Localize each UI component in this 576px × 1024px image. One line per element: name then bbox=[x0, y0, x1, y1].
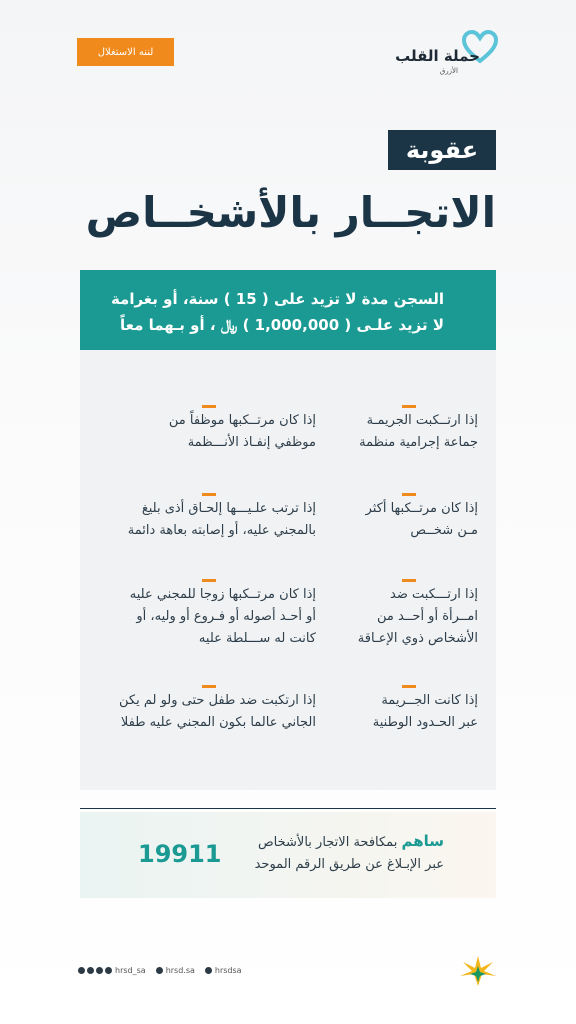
penalty-line-1: السجن مدة لا تزيد على ( 15 ) سنة، أو بغرامة bbox=[110, 290, 444, 308]
condition-line: إذا كان مرتــكبها موظفاً من bbox=[168, 413, 316, 428]
cta-text bbox=[194, 830, 444, 876]
social-footer bbox=[78, 963, 242, 977]
condition-item bbox=[298, 410, 478, 454]
condition-line: الجاني عالما بكون المجني عليه طفلا bbox=[120, 715, 316, 730]
accent-dash bbox=[402, 405, 416, 408]
accent-dash bbox=[202, 405, 216, 408]
condition-line: مـن شخــص bbox=[410, 523, 478, 538]
condition-line: جماعة إجرامية منظمة bbox=[359, 435, 478, 450]
logo-subtitle: الأزرق bbox=[439, 67, 458, 75]
condition-line: إذا ارتـــكبت ضد bbox=[390, 587, 478, 602]
condition-line: إذا ارتــكبت الجريمـة bbox=[366, 413, 478, 428]
condition-line: إذا كان مرتــكبها أكثر bbox=[365, 501, 478, 516]
condition-line: إذا كانت الجــريمة bbox=[381, 693, 478, 708]
condition-item bbox=[298, 498, 478, 542]
hotline-number[interactable]: 19911 bbox=[138, 840, 222, 868]
title-tag: عقوبة bbox=[388, 130, 496, 170]
cta-strong: ساهم bbox=[401, 832, 444, 850]
condition-line: أو أحـد أصوله أو فـروع أو وليه، أو bbox=[136, 609, 316, 624]
logo-name: حملة القلب bbox=[395, 47, 480, 65]
social-icons bbox=[78, 967, 112, 974]
condition-item bbox=[298, 584, 478, 650]
condition-line: الأشخاص ذوي الإعـاقة bbox=[357, 631, 478, 646]
condition-item bbox=[298, 690, 478, 734]
ministry-logo-icon bbox=[458, 952, 498, 990]
report-cta-box bbox=[80, 812, 496, 898]
condition-line: عبر الحـدود الوطنية bbox=[372, 715, 478, 730]
page-title: الاتجــار بالأشخــاص bbox=[85, 188, 496, 237]
cta-line-1: بمكافحة الاتجار بالأشخاص bbox=[257, 835, 398, 850]
accent-dash bbox=[402, 685, 416, 688]
social-handle-3[interactable] bbox=[205, 966, 242, 975]
condition-line: موظفي إنفـاذ الأنـــظمة bbox=[187, 435, 316, 450]
social-handle-2[interactable] bbox=[156, 966, 195, 975]
instagram-icon bbox=[105, 967, 112, 974]
condition-item bbox=[96, 584, 316, 650]
accent-dash bbox=[402, 579, 416, 582]
condition-line: إذا ارتكبت ضد طفل حتى ولو لم يكن bbox=[119, 693, 316, 708]
condition-line: إذا كان مرتــكبها زوجا للمجني عليه bbox=[129, 587, 316, 602]
condition-line: إذا ترتب علـيـــها إلحـاق أذى بليغ bbox=[141, 501, 316, 516]
condition-item bbox=[96, 410, 316, 454]
divider bbox=[80, 808, 496, 809]
x-icon bbox=[205, 967, 212, 974]
campaign-logo bbox=[395, 30, 498, 80]
snapchat-icon bbox=[87, 967, 94, 974]
penalty-box bbox=[80, 270, 496, 350]
condition-item bbox=[96, 498, 316, 542]
handle-text: hrsd_sa bbox=[115, 965, 146, 975]
whatsapp-icon bbox=[78, 967, 85, 974]
condition-line: كانت له ســـلطة عليه bbox=[198, 631, 316, 646]
cta-line-2: عبر الإبـلاغ عن طريق الرقم الموحد bbox=[254, 857, 444, 872]
globe-icon bbox=[156, 967, 163, 974]
accent-dash bbox=[202, 493, 216, 496]
condition-line: بالمجني عليه، أو إصابته بعاهة دائمة bbox=[127, 523, 316, 538]
penalty-line-2: لا تزيد علـى ( 1,000,000 ) ﷼ ، أو بـهما معاً bbox=[119, 316, 444, 334]
handle-text: hrsd.sa bbox=[165, 965, 195, 975]
campaign-badge: لننه الاستغلال bbox=[77, 38, 174, 66]
accent-dash bbox=[202, 685, 216, 688]
social-handle-1[interactable] bbox=[78, 966, 146, 975]
facebook-icon bbox=[96, 967, 103, 974]
handle-text: hrsdsa bbox=[214, 965, 242, 975]
accent-dash bbox=[402, 493, 416, 496]
condition-line: امــرأة أو أحــد من bbox=[376, 609, 478, 624]
accent-dash bbox=[202, 579, 216, 582]
condition-item bbox=[96, 690, 316, 734]
